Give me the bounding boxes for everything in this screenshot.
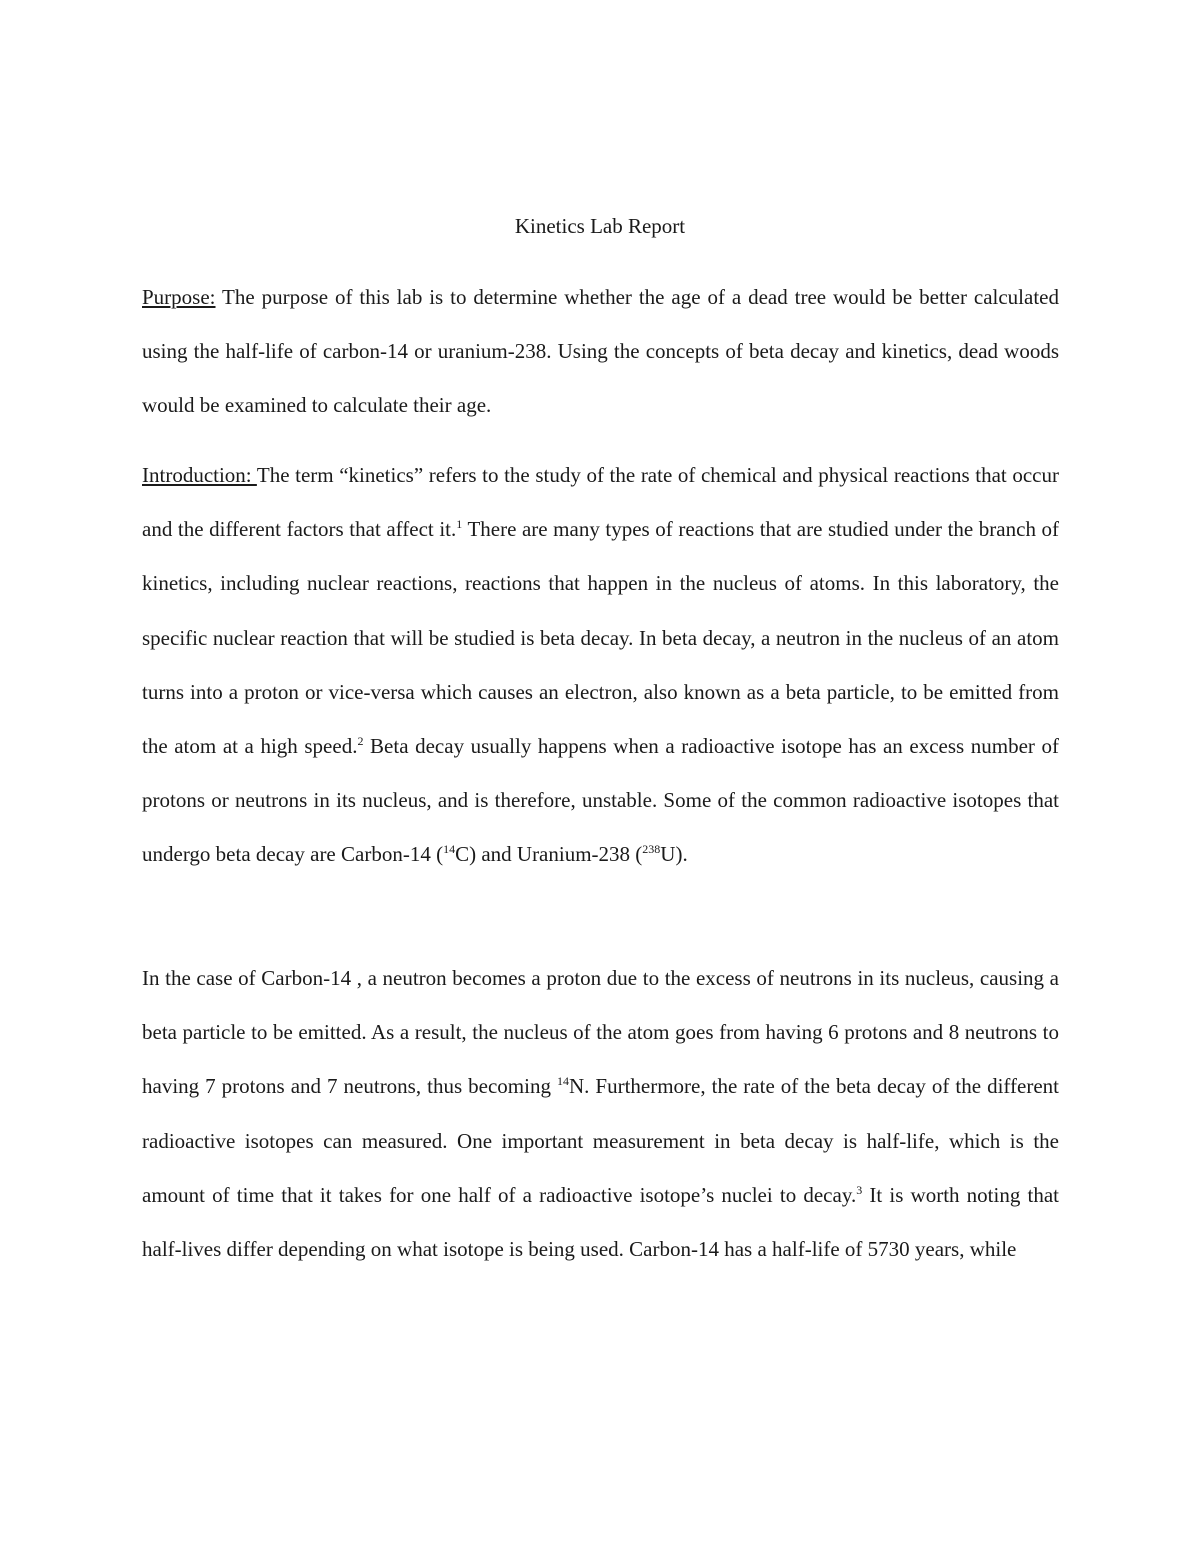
purpose-heading: Purpose: bbox=[142, 285, 216, 309]
carbon-mass-number: 14 bbox=[443, 842, 456, 857]
carbon-symbol: C) bbox=[455, 842, 477, 867]
carbon-text-3: It is worth noting that half-lives differ depending on what isotope is being used. Carbon-14 has a half-life of 5730 years, while bbox=[142, 1182, 1059, 1262]
purpose-text: The purpose of this lab is to determine whether the age of a dead tree would be better calculated using the half-life of carbon-14 or uranium-238. Using the concepts of beta decay and kinetics, dead woods would be examined to calculate their age. bbox=[142, 285, 1059, 418]
document-title: Kinetics Lab Report bbox=[514, 214, 686, 238]
uranium-symbol: U). bbox=[660, 842, 688, 867]
introduction-heading: Introduction: bbox=[142, 463, 257, 487]
footnote-marker-3: 3 bbox=[856, 1182, 863, 1197]
carbon-text-1: In the case of Carbon-14 , a neutron becomes a proton due to the excess of neutrons in its nucleus, causing a beta particle to be emitted. As a result, the nucleus of the atom goes from having 6 protons and 8 neutrons to having 7 protons and 7 neutrons, thus becoming bbox=[142, 966, 1059, 1099]
introduction-text-1: The term “kinetics” refers to the study of the rate of chemical and physical reactions that occur and the different factors that affect it. bbox=[142, 463, 1059, 542]
uranium-mass-number: 238 bbox=[642, 842, 661, 857]
introduction-text-2: There are many types of reactions that are studied under the branch of kinetics, including nuclear reactions, reactions that happen in the nucleus of atoms. In this laboratory, the specific nuclear reaction that will be studied is beta decay. In beta decay, a neutron in the nucleus of an atom turns into a proton or vice-versa which causes an electron, also known as a beta particle, to be emitted from the atom at a high speed. bbox=[142, 517, 1060, 759]
carbon-paragraph bbox=[142, 951, 1059, 1276]
nitrogen-symbol: N. bbox=[568, 1074, 590, 1099]
carbon-text-2: Furthermore, the rate of the beta decay of the different radioactive isotopes can measured. One important measurement in beta decay is half-life, which is the amount of time that it takes for one half of a radioactive isotope’s nuclei to decay. bbox=[142, 1074, 1059, 1207]
introduction-text-4: and Uranium-238 ( bbox=[476, 842, 643, 867]
footnote-marker-1: 1 bbox=[456, 517, 463, 532]
footnote-marker-2: 2 bbox=[357, 734, 364, 749]
introduction-paragraph bbox=[142, 448, 1059, 882]
introduction-text-3: Beta decay usually happens when a radioactive isotope has an excess number of protons or neutrons in its nucleus, and is therefore, unstable. Some of the common radioactive isotopes that undergo beta decay are Carbon-14 ( bbox=[142, 734, 1059, 867]
nitrogen-mass-number: 14 bbox=[556, 1074, 569, 1089]
purpose-paragraph bbox=[142, 270, 1059, 433]
